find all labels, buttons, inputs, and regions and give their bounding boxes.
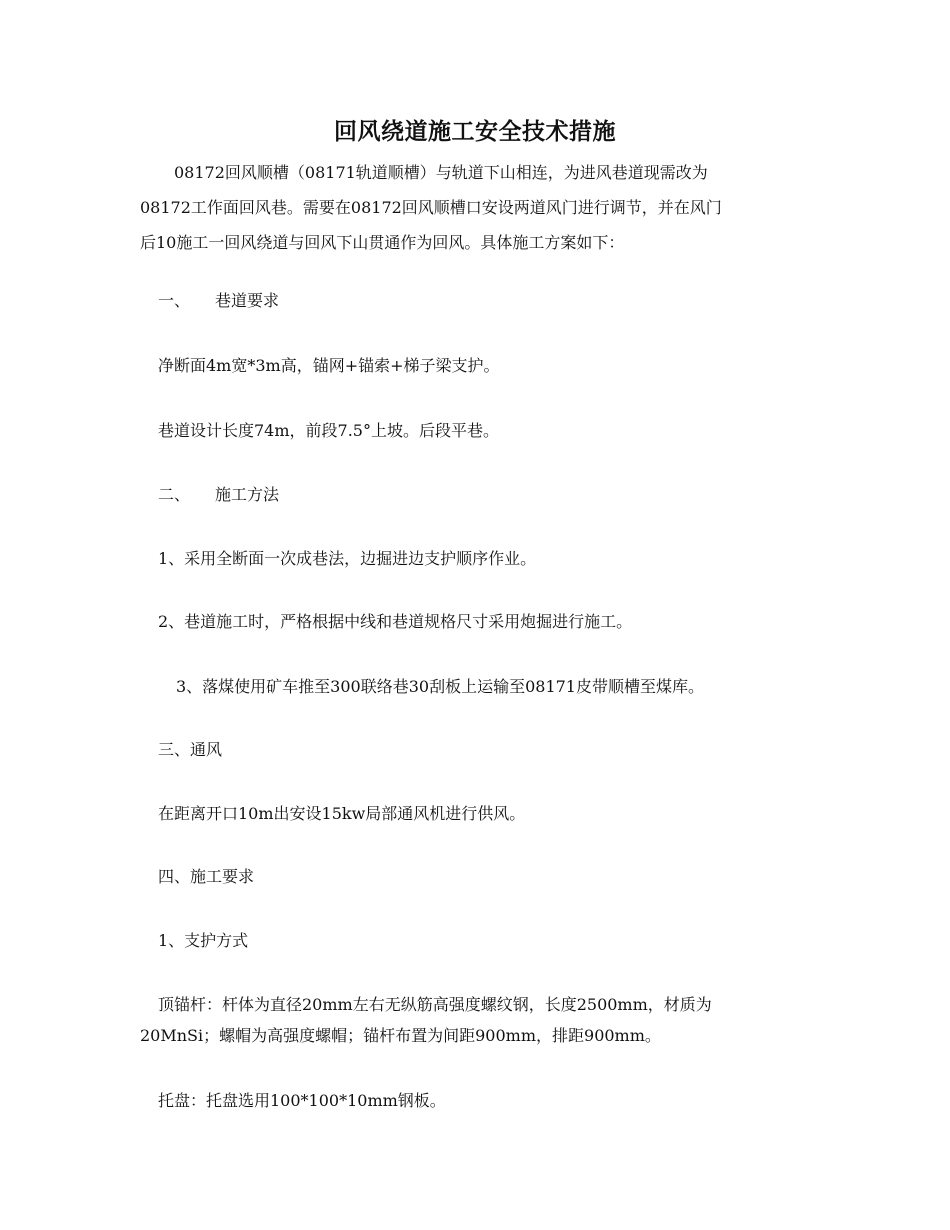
- section-2-item-2: 2、巷道施工时，严格根据中线和巷道规格尺寸采用炮掘进行施工。: [158, 612, 633, 631]
- section-1-title: 巷道要求: [215, 291, 280, 310]
- section-4-heading: 四、施工要求: [158, 867, 255, 886]
- document-title: 回风绕道施工安全技术措施: [334, 118, 616, 145]
- section-2-title: 施工方法: [215, 485, 280, 504]
- tray-line: 托盘：托盘选用100*100*10mm钢板。: [158, 1091, 446, 1110]
- intro-line-3: 后10施工一回风绕道与回风下山贯通作为回风。具体施工方案如下：: [140, 233, 625, 252]
- section-1-item-2: 巷道设计长度74m，前段7.5°上坡。后段平巷。: [158, 421, 499, 440]
- section-1-number: 一、: [158, 291, 191, 310]
- section-2-item-3: 3、落煤使用矿车推至300联络巷30刮板上运输至08171皮带顺槽至煤库。: [176, 677, 704, 696]
- section-1-heading: [158, 290, 279, 312]
- roof-bolt-line-1: 顶锚杆：杆体为直径20mm左右无纵筋高强度螺纹钢，长度2500mm，材质为: [158, 995, 712, 1014]
- section-3-item-1: 在距离开口10m出安设15kw局部通风机进行供风。: [158, 804, 526, 823]
- intro-line-1: 08172回风顺槽（08171轨道顺槽）与轨道下山相连，为进风巷道现需改为: [174, 163, 708, 182]
- roof-bolt-line-2: 20MnSi；螺帽为高强度螺帽；锚杆布置为间距900mm，排距900mm。: [140, 1026, 661, 1045]
- section-3-heading: 三、通风: [158, 740, 223, 759]
- section-2-heading: [158, 484, 279, 506]
- section-4-sub-1: 1、支护方式: [158, 931, 249, 950]
- section-1-item-1: 净断面4m宽*3m高，锚网+锚索+梯子梁支护。: [158, 356, 500, 375]
- section-2-item-1: 1、采用全断面一次成巷法，边掘进边支护顺序作业。: [158, 549, 537, 568]
- section-2-number: 二、: [158, 485, 191, 504]
- intro-line-2: 08172工作面回风巷。需要在08172回风顺槽口安设两道风门进行调节，并在风门: [140, 198, 722, 217]
